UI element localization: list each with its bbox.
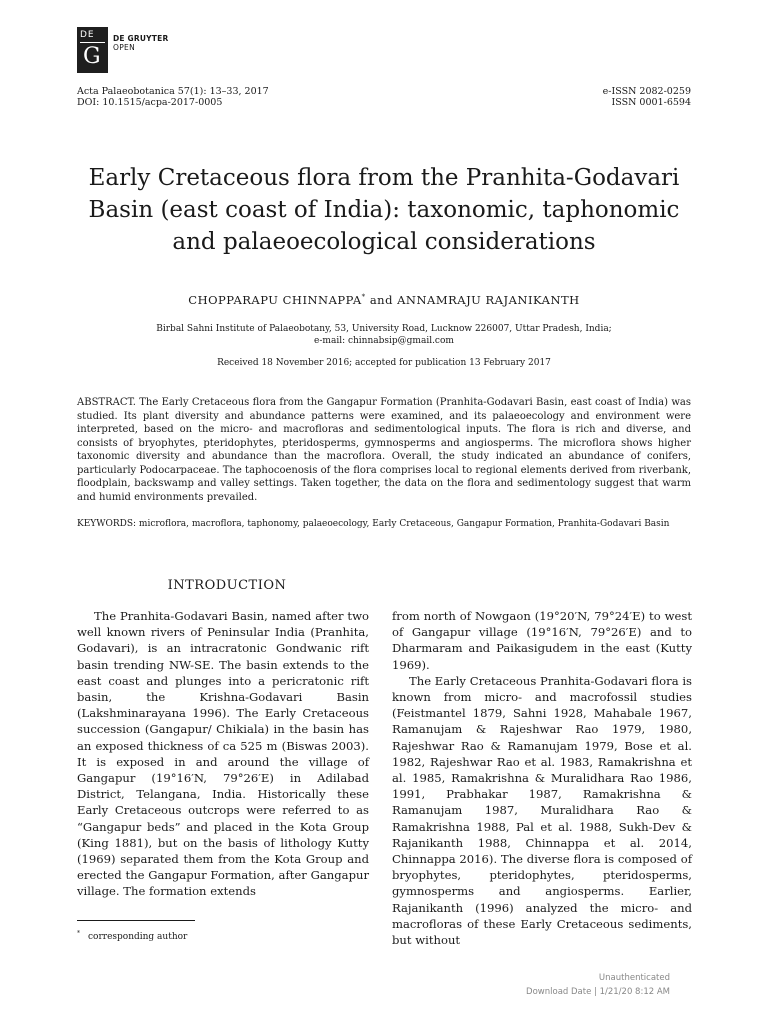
author-line — [77, 293, 691, 307]
received-dates: Received 18 November 2016; accepted for publication 13 February 2017 — [217, 358, 551, 368]
stamp-date: Download Date | 1/21/20 8:12 AM — [526, 987, 670, 997]
author-marker: * — [361, 293, 366, 302]
author-first: CHOPPARAPU CHINNAPPA — [188, 293, 362, 307]
body-paragraph: The Early Cretaceous Pranhita-Godavari flora is known from micro- and macrofossil studies (Feistmantel 1879, Sahni 1928, Mahabale 1967, Ramanujam & Rajeshwar Rao 1979, 1980, Rajeshwar Rao & Ramanujam 1979, Bose et al. 1982, Rajeshwar Rao et al. 1983, Ramakrishna et al. 1985, Ramakrishna & Muralidhara Rao 1986, 1991, Prabhakar 1987, Ramakrishna & Ramanujam 1987, Muralidhara Rao & Ramakrishna 1988, Pal et al. 1988, Sukh-Dev & Rajanikanth 1988, Chinnappa et al. 2014, Chinnappa 2016). The diverse flora is composed of bryophytes, pteridophytes, pteridosperms, gymnosperms and angiosperms. Earlier, Rajanikanth (1996) analyzed the micro- and macrofloras of these Early Cretaceous sediments, but without — [392, 673, 692, 948]
logo-de-text: DE — [80, 30, 95, 40]
abstract: ABSTRACT. The Early Cretaceous flora from the Gangapur Formation (Pranhita-Godavari Basin, east coast of India) was studied. Its plant diversity and abundance patterns were examined, and its palaeoecology and environment were interpreted, based on the micro- and macrofloras and sedimentological inputs. The flora is rich and diverse, and consists of bryophytes, pteridophytes, pteridosperms, gymnosperms and angiosperms. The microflora shows higher taxonomic diversity and abundance than the macroflora. Overall, the study indicated an abundance of conifers, particularly Podocarpaceae. The taphocoenosis of the flora comprises local to regional elements derived from riverbank, floodplain, backswamp and valley settings. Taken together, the data on the flora and sedimentology suggest that warm and humid environments prevailed. — [77, 397, 691, 503]
publisher-open: OPEN — [113, 43, 135, 52]
footnote-text: corresponding author — [88, 932, 188, 942]
stamp-status: Unauthenticated — [598, 973, 670, 983]
keywords: KEYWORDS: microflora, macroflora, taphonomy, palaeoecology, Early Cretaceous, Gangapur Formation, Pranhita-Godavari Basin — [77, 519, 670, 529]
author-second: ANNAMRAJU RAJANIKANTH — [397, 293, 580, 307]
journal-citation: Acta Palaeobotanica 57(1): 13–33, 2017 — [77, 86, 269, 97]
paper-title: Early Cretaceous flora from the Pranhita-Godavari Basin (east coast of India): taxonomic, taphonomic and palaeoecological considerations — [88, 165, 680, 255]
publisher-name: DE GRUYTER — [113, 34, 169, 43]
journal-eissn: e-ISSN 2082-0259 — [602, 86, 691, 97]
journal-meta-right — [603, 86, 691, 108]
affiliation-address: Birbal Sahni Institute of Palaeobotany, 53, University Road, Lucknow 226007, Uttar Pradesh, India; — [156, 324, 612, 334]
affiliation-email[interactable]: e-mail: chinnabsip@gmail.com — [314, 336, 454, 346]
download-stamp — [526, 971, 670, 999]
footnote-marker: * — [77, 930, 80, 937]
logo-g-text: G — [83, 44, 101, 69]
footnote — [77, 930, 187, 942]
journal-issn: ISSN 0001-6594 — [611, 97, 691, 108]
journal-meta-left — [77, 86, 269, 108]
journal-doi[interactable]: DOI: 10.1515/acpa-2017-0005 — [77, 97, 223, 108]
footnote-rule — [77, 920, 195, 921]
logo-divider — [80, 42, 105, 43]
body-paragraph: from north of Nowgaon (19°20′N, 79°24′E) to west of Gangapur village (19°16′N, 79°26′E) and to Dharmaram and Paikasigudem in the east (Kutty 1969). — [392, 609, 692, 672]
author-connector: and — [369, 293, 393, 307]
section-heading-introduction: INTRODUCTION — [167, 578, 287, 593]
body-column-left: The Pranhita-Godavari Basin, named after two well known rivers of Peninsular India (Pranhita, Godavari), is an intracratonic Gondwanic rift basin trending NW-SE. The basin extends to the east coast and plunges into a pericratonic rift basin, the Krishna-Godavari Basin (Lakshminarayana 1996). The Early Cretaceous succession (Gangapur/ Chikiala) in the basin has an exposed thickness of ca 525 m (Biswas 2003). It is exposed in and around the village of Gangapur (19°16′N, 79°26′E) in Adilabad District, Telangana, India. Historically these Early Cretaceous outcrops were referred to as “Gangapur beds” and placed in the Kota Group (King 1881), but on the basis of lithology Kutty (1969) separated them from the Kota Group and erected the Gangapur Formation, after Gangapur village. The formation extends — [77, 609, 369, 899]
body-column-right — [392, 608, 692, 948]
affiliation — [77, 323, 691, 347]
publisher-logo — [77, 27, 108, 73]
